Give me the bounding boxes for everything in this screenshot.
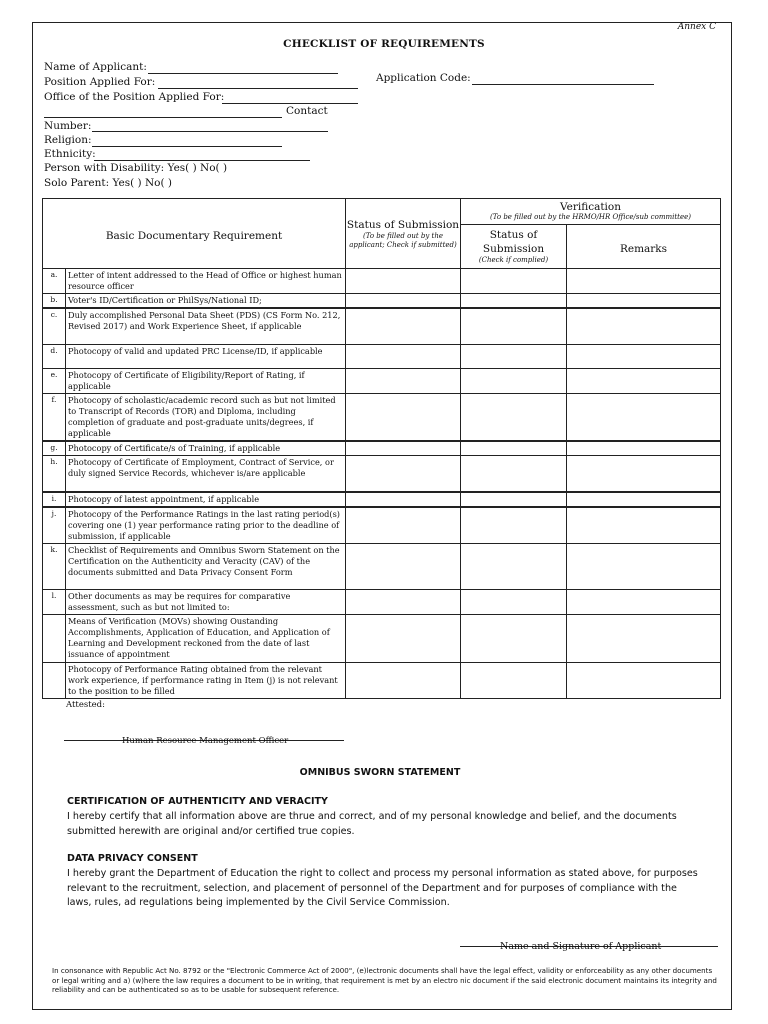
table-row [43,507,721,544]
footnote: In consonance with Republic Act No. 8792 or the "Electronic Commerce Act of 2000", (e)lectronic documents shall have the legal effect, validity or enforceability as any other documents or legal writing and a) (w)here the law requires a document to be in writing, that requirement is met by an electro nic document if the said electronic document maintains its integrity and reliability and can be authenticated so as to be usable for subsequent reference. [52,966,717,994]
remarks-cell[interactable] [567,393,721,441]
name-label: Name of Applicant: [44,61,147,73]
requirements-table [42,198,721,699]
number-label: Number: [44,120,92,132]
remarks-cell[interactable] [567,543,721,589]
row-text: Photocopy of Certificate of Eligibility/Report of Rating, if applicable [66,368,346,393]
cav-heading: CERTIFICATION OF AUTHENTICITY AND VERACITY [67,796,328,807]
table-row [43,662,721,698]
row-letter: b. [43,294,66,309]
header-verification: Verification (To be filled out by the HRMO/HR Office/sub committee) [461,199,721,225]
table-row [43,308,721,344]
remarks-cell[interactable] [567,308,721,344]
solo-parent-field[interactable]: Solo Parent: Yes( ) No( ) [44,177,173,189]
table-row [43,543,721,589]
status-cell[interactable] [346,269,461,294]
row-text: Letter of intent addressed to the Head of Office or highest human resource officer [66,269,346,294]
row-text: Photocopy of Performance Rating obtained from the relevant work experience, if performance rating in Item (j) is not relevant to the position to be filled [66,662,346,698]
table-row [43,269,721,294]
remarks-cell[interactable] [567,507,721,544]
table-row [43,614,721,662]
application-code-field[interactable] [472,84,654,85]
table-row [43,589,721,614]
status-cell[interactable] [346,614,461,662]
header-remarks: Remarks [567,225,721,269]
verification-cell[interactable] [461,344,567,368]
verification-cell[interactable] [461,589,567,614]
row-text: Photocopy of the Performance Ratings in the last rating period(s) covering one (1) year performance rating prior to the deadline of submission, if applicable [66,507,346,544]
status-cell[interactable] [346,589,461,614]
verification-cell[interactable] [461,441,567,456]
cav-text: I hereby certify that all information above are thrue and correct, and of my personal knowledge and belief, and the documents submitted herewith are original and/or certified true copies. [67,811,677,837]
table-row [43,393,721,441]
status-cell[interactable] [346,662,461,698]
ethnicity-label: Ethnicity: [44,148,96,160]
header-requirement: Basic Documentary Requirement [43,199,346,269]
religion-label: Religion: [44,134,92,146]
omnibus-title: OMNIBUS SWORN STATEMENT [299,767,461,778]
verification-cell[interactable] [461,368,567,393]
row-text: Voter's ID/Certification or PhilSys/National ID; [66,294,346,309]
table-row [43,294,721,309]
table-row [43,368,721,393]
header-ver-status: Status of Submission (Check if complied) [461,225,567,269]
remarks-cell[interactable] [567,456,721,492]
pwd-field[interactable]: Person with Disability: Yes( ) No( ) [44,162,228,174]
office-label: Office of the Position Applied For: [44,91,225,103]
verification-cell[interactable] [461,492,567,507]
status-cell[interactable] [346,344,461,368]
application-code-label: Application Code: [376,72,471,84]
office-field-continued[interactable] [44,117,282,118]
verification-cell[interactable] [461,507,567,544]
position-label: Position Applied For: [44,76,156,88]
status-cell[interactable] [346,543,461,589]
row-text: Duly accomplished Personal Data Sheet (PDS) (CS Form No. 212, Revised 2017) and Work Experience Sheet, if applicable [66,308,346,344]
remarks-cell[interactable] [567,614,721,662]
contact-label: Contact [286,105,328,117]
status-cell[interactable] [346,368,461,393]
row-letter: e. [43,368,66,393]
remarks-cell[interactable] [567,662,721,698]
remarks-cell[interactable] [567,492,721,507]
dpc-text: I hereby grant the Department of Education the right to collect and process my personal information as stated above, for purposes relevant to the recruitment, selection, and placement of personnel of the Department and for purposes of compliance with the laws, rules, ad regulations being implemented by the Civil Service Commission. [67,868,698,908]
status-cell[interactable] [346,456,461,492]
hrmo-label: Human Resource Management Officer [122,736,289,746]
applicant-signature-label: Name and Signature of Applicant [500,941,662,952]
row-letter: h. [43,456,66,492]
row-letter: l. [43,589,66,614]
verification-cell[interactable] [461,456,567,492]
row-letter: f. [43,393,66,441]
remarks-cell[interactable] [567,589,721,614]
position-field[interactable] [158,88,358,89]
verification-cell[interactable] [461,543,567,589]
row-letter: j. [43,507,66,544]
name-field[interactable] [148,73,338,74]
table-row [43,492,721,507]
verification-cell[interactable] [461,269,567,294]
row-text: Photocopy of Certificate of Employment, Contract of Service, or duly signed Service Records, whichever is/are applicable [66,456,346,492]
ethnicity-field[interactable] [94,160,310,161]
annex-label: Annex C [677,22,716,32]
row-text: Photocopy of valid and updated PRC License/ID, if applicable [66,344,346,368]
row-text: Photocopy of scholastic/academic record such as but not limited to Transcript of Records (TOR) and Diploma, including completion of graduate and post-graduate units/degrees, if applicable [66,393,346,441]
verification-cell[interactable] [461,614,567,662]
contact-number-field[interactable] [92,131,328,132]
verification-cell[interactable] [461,308,567,344]
remarks-cell[interactable] [567,344,721,368]
row-text: Photocopy of Certificate/s of Training, if applicable [66,441,346,456]
row-letter [43,614,66,662]
row-letter: c. [43,308,66,344]
remarks-cell[interactable] [567,269,721,294]
remarks-cell[interactable] [567,441,721,456]
row-letter: g. [43,441,66,456]
table-row [43,441,721,456]
verification-cell[interactable] [461,393,567,441]
status-cell[interactable] [346,393,461,441]
remarks-cell[interactable] [567,294,721,309]
table-row [43,344,721,368]
status-cell[interactable] [346,294,461,309]
verification-cell[interactable] [461,662,567,698]
status-cell[interactable] [346,308,461,344]
status-cell[interactable] [346,441,461,456]
status-cell[interactable] [346,492,461,507]
office-field[interactable] [222,103,358,104]
row-letter: k. [43,543,66,589]
attested-label: Attested: [66,700,105,710]
table-row [43,456,721,492]
row-letter: d. [43,344,66,368]
status-cell[interactable] [346,507,461,544]
row-letter [43,662,66,698]
row-text: Checklist of Requirements and Omnibus Sworn Statement on the Certification on the Authenticity and Veracity (CAV) of the documents submitted and Data Privacy Consent Form [66,543,346,589]
page-title: CHECKLIST OF REQUIREMENTS [283,38,485,50]
row-text: Other documents as may be requires for comparative assessment, such as but not limited to: [66,589,346,614]
verification-cell[interactable] [461,294,567,309]
row-text: Means of Verification (MOVs) showing Oustanding Accomplishments, Application of Education, and Application of Learning and Development reckoned from the date of last issuance of appointment [66,614,346,662]
row-text: Photocopy of latest appointment, if applicable [66,492,346,507]
dpc-heading: DATA PRIVACY CONSENT [67,853,198,864]
religion-field[interactable] [92,146,282,147]
row-letter: i. [43,492,66,507]
row-letter: a. [43,269,66,294]
remarks-cell[interactable] [567,368,721,393]
header-status: Status of Submission (To be filled out by the applicant; Check if submitted) [346,199,461,269]
